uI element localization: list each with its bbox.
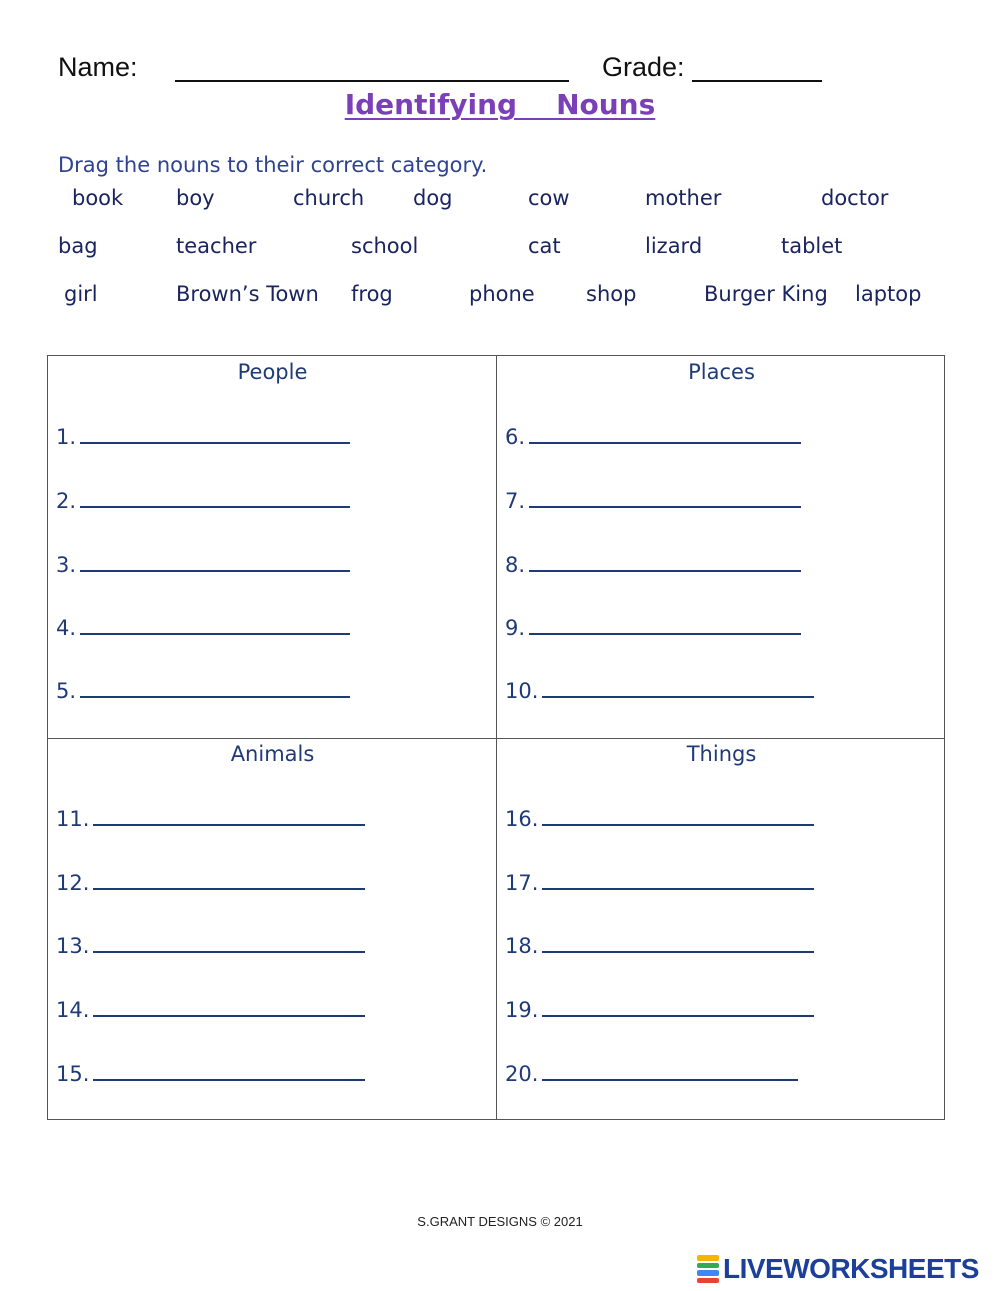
people-slot-5[interactable] <box>56 678 350 703</box>
drop-zone[interactable] <box>542 1061 798 1081</box>
slot-number: 4. <box>56 616 77 640</box>
drop-zone[interactable] <box>93 870 365 890</box>
category-grid <box>47 355 945 1120</box>
things-slot-19[interactable] <box>505 997 814 1022</box>
liveworksheets-logo[interactable] <box>697 1252 979 1286</box>
drop-zone[interactable] <box>80 488 350 508</box>
slot-number: 16. <box>505 807 539 831</box>
drop-zone[interactable] <box>542 806 814 826</box>
word-lizard[interactable]: lizard <box>645 234 703 258</box>
word-shop[interactable]: shop <box>586 282 637 306</box>
drop-zone[interactable] <box>542 870 814 890</box>
page-title-text: Identifying Nouns <box>344 88 656 121</box>
category-title-people: People <box>237 360 308 384</box>
animals-slot-11[interactable] <box>56 806 365 831</box>
slot-number: 2. <box>56 489 77 513</box>
people-slot-4[interactable] <box>56 615 350 640</box>
drop-zone[interactable] <box>93 1061 365 1081</box>
animals-slot-13[interactable] <box>56 933 365 958</box>
drop-zone[interactable] <box>542 997 814 1017</box>
logo-block-i <box>697 1263 719 1269</box>
people-slot-2[interactable] <box>56 488 350 513</box>
word-frog[interactable]: frog <box>351 282 393 306</box>
things-slot-20[interactable] <box>505 1061 798 1086</box>
slot-number: 18. <box>505 934 539 958</box>
slot-number: 6. <box>505 425 526 449</box>
word-doctor[interactable]: doctor <box>821 186 889 210</box>
things-slot-16[interactable] <box>505 806 814 831</box>
drop-zone[interactable] <box>529 424 801 444</box>
slot-number: 13. <box>56 934 90 958</box>
slot-number: 19. <box>505 998 539 1022</box>
drop-zone[interactable] <box>529 488 801 508</box>
grid-divider-horizontal <box>48 738 944 739</box>
name-field[interactable] <box>175 80 569 82</box>
places-slot-9[interactable] <box>505 615 801 640</box>
places-slot-8[interactable] <box>505 552 801 577</box>
page-title <box>0 88 1000 121</box>
grade-field[interactable] <box>692 80 822 82</box>
word-tablet[interactable]: tablet <box>781 234 843 258</box>
places-slot-6[interactable] <box>505 424 801 449</box>
things-slot-17[interactable] <box>505 870 814 895</box>
instruction-text: Drag the nouns to their correct category. <box>58 153 488 177</box>
word-phone[interactable]: phone <box>469 282 535 306</box>
word-teacher[interactable]: teacher <box>176 234 257 258</box>
word-laptop[interactable]: laptop <box>855 282 922 306</box>
word-church[interactable]: church <box>293 186 365 210</box>
slot-number: 3. <box>56 553 77 577</box>
places-slot-10[interactable] <box>505 678 814 703</box>
drop-zone[interactable] <box>80 552 350 572</box>
things-slot-18[interactable] <box>505 933 814 958</box>
logo-block-e <box>697 1278 719 1284</box>
slot-number: 5. <box>56 679 77 703</box>
people-slot-1[interactable] <box>56 424 350 449</box>
slot-number: 9. <box>505 616 526 640</box>
category-title-things: Things <box>686 742 757 766</box>
drop-zone[interactable] <box>542 678 814 698</box>
logo-block-l <box>697 1255 719 1261</box>
word-boy[interactable]: boy <box>176 186 215 210</box>
slot-number: 10. <box>505 679 539 703</box>
word-dog[interactable]: dog <box>413 186 453 210</box>
word-mother[interactable]: mother <box>645 186 722 210</box>
slot-number: 8. <box>505 553 526 577</box>
category-title-places: Places <box>688 360 755 384</box>
drop-zone[interactable] <box>80 615 350 635</box>
word-cat[interactable]: cat <box>528 234 561 258</box>
drop-zone[interactable] <box>93 933 365 953</box>
logo-block-v <box>697 1270 719 1276</box>
copyright-footer: S.GRANT DESIGNS © 2021 <box>417 1214 583 1229</box>
animals-slot-14[interactable] <box>56 997 365 1022</box>
liveworksheets-logo-text: LIVEWORKSHEETS <box>723 1253 979 1284</box>
word-girl[interactable]: girl <box>64 282 98 306</box>
word-burger-king[interactable]: Burger King <box>704 282 828 306</box>
slot-number: 11. <box>56 807 90 831</box>
word-book[interactable]: book <box>72 186 124 210</box>
name-label: Name: <box>58 52 138 82</box>
slot-number: 14. <box>56 998 90 1022</box>
word-bag[interactable]: bag <box>58 234 98 258</box>
slot-number: 17. <box>505 871 539 895</box>
grade-label: Grade: <box>602 52 685 82</box>
places-slot-7[interactable] <box>505 488 801 513</box>
drop-zone[interactable] <box>80 678 350 698</box>
animals-slot-15[interactable] <box>56 1061 365 1086</box>
animals-slot-12[interactable] <box>56 870 365 895</box>
word-browns-town[interactable]: Brown’s Town <box>176 282 319 306</box>
slot-number: 15. <box>56 1062 90 1086</box>
slot-number: 20. <box>505 1062 539 1086</box>
drop-zone[interactable] <box>529 552 801 572</box>
word-cow[interactable]: cow <box>528 186 570 210</box>
drop-zone[interactable] <box>93 997 365 1017</box>
people-slot-3[interactable] <box>56 552 350 577</box>
slot-number: 7. <box>505 489 526 513</box>
slot-number: 12. <box>56 871 90 895</box>
slot-number: 1. <box>56 425 77 449</box>
category-title-animals: Animals <box>230 742 315 766</box>
liveworksheets-logo-icon <box>697 1255 719 1283</box>
word-school[interactable]: school <box>351 234 419 258</box>
drop-zone[interactable] <box>529 615 801 635</box>
drop-zone[interactable] <box>93 806 365 826</box>
drop-zone[interactable] <box>542 933 814 953</box>
drop-zone[interactable] <box>80 424 350 444</box>
